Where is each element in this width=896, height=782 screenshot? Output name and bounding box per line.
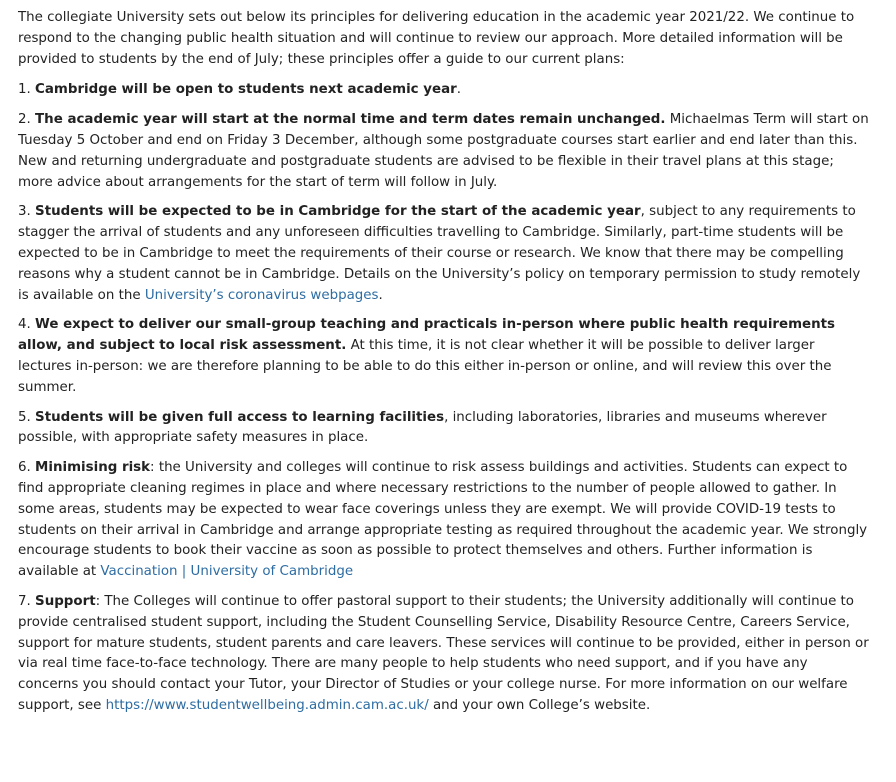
principle-heading: Minimising risk (35, 460, 151, 476)
principle-text: : the University and colleges will continue to risk assess buildings and activities. Students can expect to find appropriate cleaning regimes in place and where necessary restrictions to the number of people allowed to gather. In some areas, students may be expected to wear face coverings unless they are exempt. We will provide COVID-19 tests to students on their arrival in Cambridge and arrange appropriate testing as required throughout the academic year. We strongly encourage students to book their vaccine as soon as possible to protect themselves and others. Further information is available at (18, 460, 868, 580)
principle-number: 4. (18, 317, 31, 333)
principle-heading: Students will be expected to be in Cambridge for the start of the academic year (35, 204, 641, 220)
student-wellbeing-link[interactable]: https://www.studentwellbeing.admin.cam.ac.uk/ (105, 697, 429, 713)
principle-text: : The Colleges will continue to offer pastoral support to their students; the University additionally will continue to provide centralised student support, including the Student Counselling Service, Disability Resource Centre, Careers Service, support for mature students, student parents and care leavers. These services will continue to be provided, either in person or via real time face-to-face technology. There are many people to help students who need support, and if you have any concerns you should contact your Tutor, your Director of Studies or your college nurse. For more information on our welfare support, see (18, 593, 869, 713)
principle-4 (18, 315, 870, 398)
principle-text-end: and your own College’s website. (428, 697, 651, 713)
vaccination-link[interactable]: Vaccination | University of Cambridge (100, 564, 354, 580)
intro-paragraph: The collegiate University sets out below its principles for delivering education in the academic year 2021/22. We continue to respond to the changing public health situation and will continue to review our approach. More detailed information will be provided to students by the end of July; these principles offer a guide to our current plans: (18, 10, 855, 67)
principle-number: 5. (18, 409, 31, 425)
principle-3 (18, 202, 870, 306)
principle-text-end: . (378, 287, 383, 303)
principle-2 (18, 110, 870, 193)
principle-number: 7. (18, 593, 31, 609)
principle-7 (18, 592, 870, 717)
principle-text: , including laboratories, libraries and museums wherever possible, with appropriate safety measures in place. (18, 409, 827, 446)
principle-5 (18, 408, 870, 450)
principle-number: 2. (18, 112, 31, 128)
principle-heading: Cambridge will be open to students next academic year (35, 82, 457, 98)
coronavirus-webpages-link[interactable]: University’s coronavirus webpages (144, 287, 379, 303)
principle-number: 1. (18, 82, 31, 98)
principle-heading: Support (35, 593, 96, 609)
principle-text: At this time, it is not clear whether it will be possible to deliver larger lectures in-person: we are therefore planning to be able to do this either in-person or online, and will review this over the summer. (18, 338, 832, 395)
principle-text: Michaelmas Term will start on Tuesday 5 October and end on Friday 3 December, although some postgraduate courses start earlier and end later than this. New and returning undergraduate and postgraduate students are advised to be flexible in their travel plans at this stage; more advice about arrangements for the start of term will follow in July. (18, 112, 869, 190)
principle-text: . (456, 82, 461, 98)
principle-6 (18, 458, 870, 583)
principle-1 (18, 80, 870, 101)
principle-text: , subject to any requirements to stagger the arrival of students and any unforeseen difficulties travelling to Cambridge. Similarly, part-time students will be expected to be in Cambridge to meet the requirements of their course or research. We know that there may be compelling reasons why a student cannot be in Cambridge. Details on the University’s policy on temporary permission to study remotely is available on the (18, 204, 861, 303)
principle-heading: Students will be given full access to learning facilities (35, 409, 445, 425)
principle-heading: The academic year will start at the normal time and term dates remain unchanged. (35, 112, 666, 128)
principle-number: 3. (18, 204, 31, 220)
principle-number: 6. (18, 460, 31, 476)
principle-heading: We expect to deliver our small-group teaching and practicals in-person where public health requirements allow, and subject to local risk assessment. (18, 317, 836, 354)
